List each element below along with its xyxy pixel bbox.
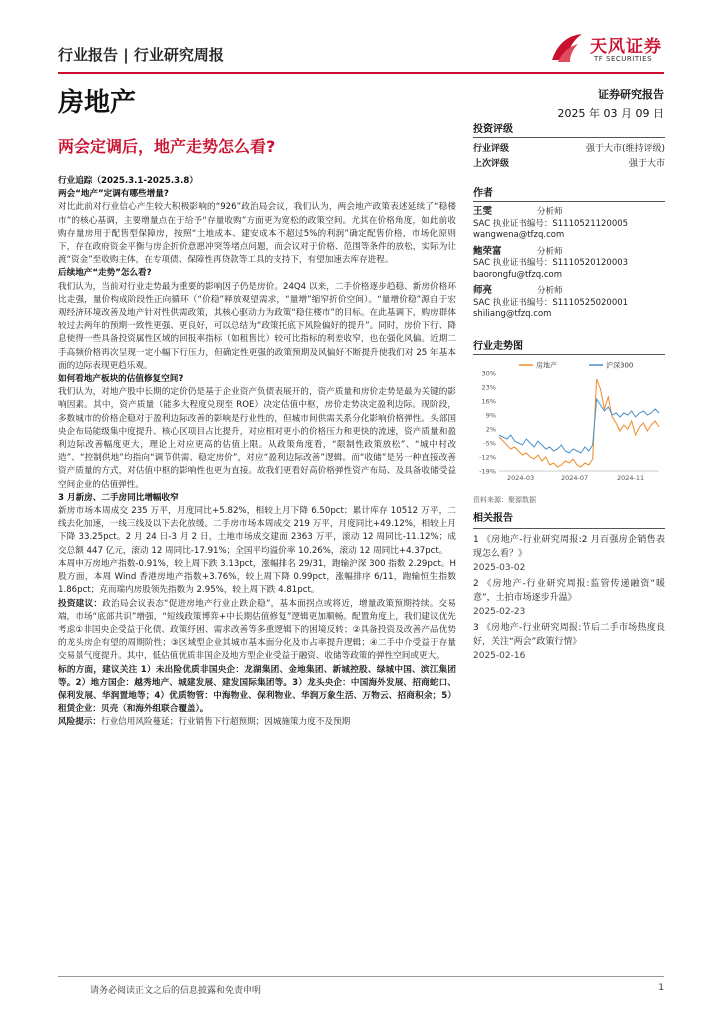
y-tick-label: 23% xyxy=(481,383,496,392)
author-email[interactable]: baorongfu@tfzq.com xyxy=(473,269,563,280)
main-content xyxy=(58,175,456,730)
report-title: 两会定调后，地产走势怎么看? xyxy=(58,137,276,156)
legend-label: 沪深300 xyxy=(606,361,634,370)
series-line xyxy=(499,379,659,467)
related-heading: 相关报告 xyxy=(473,512,665,529)
paragraph: 对比此前对行业信心产生较大积极影响的“926”政治局会议，我们认为，两会地产政策表述延续了“稳楼市”的核心基调，主要增量点在于给予“存量收购”方面更为宽松的政策空间。尤其在价格角度，如此前收购存量房用于配售型保障房，按照“土地成本、建安成本不超过5%的利润”确定配售价格，市场化原则下，存在政府资金平衡与房企折价意愿冲突等堵点问题，而会议对于价格、范围等条件的放松，实际为让渡“资金”至收购主体，在专项债、保障性再贷款等工具的支持下，有望加速去库存进程。 xyxy=(58,202,456,266)
tracking-period: 行业追踪（2025.3.1-2025.3.8） xyxy=(58,176,198,186)
related-report-link[interactable]: 1 《房地产-行业研究周报:2 月百强房企销售表现怎么看？》 2025-03-02 xyxy=(473,535,665,573)
legend-label: 房地产 xyxy=(536,361,557,370)
disclaimer-note: 请务必阅读正文之后的信息披露和免责申明 xyxy=(90,986,262,996)
report-category: 行业报告 | 行业研究周报 xyxy=(58,46,224,64)
series-line xyxy=(499,399,659,453)
y-tick-label: 16% xyxy=(481,397,496,406)
company-logo xyxy=(548,26,668,70)
rating-heading: 投资评级 xyxy=(473,120,665,138)
paragraph-text: 政治局会议表态“促进房地产行业止跌企稳”，基本面拐点或将近，增量政策预期持续。交易端，市场“底部共识”增强，“短线政策博弈+中长期估值修复”逻辑更加顺畅。配置角度上，我们建议优先考虑①非国央企受益于化债、政策纾困、需求改善等多重逻辑下的困境反转；②具备投资及改善产品优势的龙头房企有望的周期阶性；③区域型企业其城市基本面分化及市占率提升逻辑；④二手中介受益于存量交易景气度提升。其中，低估值优质非国企及地方型企业受益于融资、收储等政策的弹性空间或更大。 xyxy=(58,598,456,662)
sector-title: 房地产 xyxy=(58,88,137,118)
author-email[interactable]: shiliang@tfzq.com xyxy=(473,309,552,319)
paragraph: 标的方面，建议关注 1）未出险优质非国央企：龙湖集团、金地集团、新城控股、绿城中国、滨江集团等。2）地方国企：越秀地产、城建发展、建发国际集团等。3）龙头央企：中国海外发展、招商蛇口、保利发展、华润置地等；4）优质物管：中海物业、保利物业、华润万象生活、万物云、招商积余；5）租赁企业：贝壳（和海外组联合覆盖）。 xyxy=(58,664,456,715)
paragraph: 我们认为，对地产股中长期的定价仍是基于企业资产负债表展开的，资产质量和房价走势是最为关键的影响因素。其中，资产质量（能多大程度兑现至 ROE）决定估值中枢，房价走势决定盈利边际。现阶段，多数城市的价格企稳对于盈利边际改善的影响是行业性的，但城市间供需关系分化影响价格弹性。头部国央企布局能级集中度提升、核心区项目占比提升，对应相对更小的价格压力和更快的流速，资产质量和盈利边际改善幅度更大，理论上对应更高的估值上限。从政策角度看，“限制性政策放松”、“城中村改造”、“控制供地”均指向“调节供需、稳定房价”，对应“盈利边际改善”逻辑。而“收储”是另一种直接改善资产质量的方式，对估值中枢的影响性也更为直接。故我们更看好高价格弹性资产布局、及具备收储受益空间企业的估值弹性。 xyxy=(58,387,456,490)
y-tick-label: 2% xyxy=(485,425,496,434)
y-tick-label: -19% xyxy=(479,467,496,476)
logo-text-en: TF SECURITIES xyxy=(594,55,653,63)
rating-row: 行业评级 强于大市(维持评级) xyxy=(473,144,665,154)
rating-row: 上次评级 强于大市 xyxy=(473,159,665,169)
page-number: 1 xyxy=(658,983,664,993)
chart-source: 资料来源：聚源数据 xyxy=(473,496,536,504)
x-tick-label: 2024-11 xyxy=(617,474,645,482)
report-type: 证券研究报告 xyxy=(598,88,664,101)
y-tick-label: 9% xyxy=(485,411,496,420)
y-tick-label: -12% xyxy=(479,453,496,462)
label: 投资建议： xyxy=(58,598,103,609)
trend-chart xyxy=(473,359,665,489)
related-report-link[interactable]: 2 《房地产-行业研究周报:监管传递融资“暖意”，土拍市场逐步升温》 2025-02-23 xyxy=(473,579,665,617)
section-heading: 两会“地产”定调有哪些增量? xyxy=(58,189,169,200)
x-tick-label: 2024-03 xyxy=(507,474,535,482)
logo-text: 天风证券 xyxy=(590,37,662,57)
paragraph: 本周申万房地产指数-0.91%，较上周下跌 3.13pct，涨幅排名 29/31，跑输沪深 300 指数 2.29pct。H 股方面，本周 Wind 香港房地产指数+3.76%，较上周下降 0.99pct，涨幅排序 6/11，跑输恒生指数 1.86pct；克而瑞内房股领先指数为 2.95%，较上周下跌 4.81pct。 xyxy=(58,558,456,596)
x-tick-label: 2024-07 xyxy=(561,474,589,482)
paragraph: 我们认为，当前对行业走势最为重要的影响因子仍是房价。24Q4 以来，二手价格逐步趋稳、新房价格环比走强，量价构成阶段性正向循环（“价稳”释放观望需求，“量增”缩窄折价空间）。“量增价稳”源自于宏观经济环境改善及地产针对性供需政策，其核心驱动力为政策“稳住楼市”的目标。在此基调下，购房群体较过去两年的预期一致性更强、更良好，可以总结为“政策托底下风险偏好的提升”。同时，房价下行、降息使得一些具备投资属性区域的回报率指标（如租售比）较可比指标的利差收窄，也在强化风偏。近期二手高频价格再次呈现一定小幅下行压力，但确定性更强的政策预期及风偏好不断提升使我们对 25 年基本面的边际表现更趋乐观。 xyxy=(58,281,456,371)
paragraph xyxy=(58,716,456,729)
trend-chart-section xyxy=(473,337,665,502)
y-tick-label: 30% xyxy=(481,369,496,378)
section-heading: 3 月新房、二手房同比增幅收窄 xyxy=(58,492,179,503)
trend-heading: 行业走势图 xyxy=(473,337,665,355)
logo-icon xyxy=(548,30,586,66)
related-reports xyxy=(473,512,665,663)
section-heading: 如何看地产板块的估值修复空间? xyxy=(58,374,184,385)
author-email[interactable]: wangwena@tfzq.com xyxy=(473,230,565,240)
author-entry: 王雯 分析师 SAC 执业证书编号：S1110521120005 wangwena@tfzq.com xyxy=(473,206,665,242)
sidebar xyxy=(473,120,665,321)
report-date: 2025 年 03 月 09 日 xyxy=(557,107,664,120)
label: 风险提示： xyxy=(58,717,101,728)
author-entry: 师亮 分析师 SAC 执业证书编号：S1110525020001 shiliang@tfzq.com xyxy=(473,285,665,321)
paragraph xyxy=(58,598,456,664)
y-tick-label: -5% xyxy=(483,439,496,448)
paragraph-text: 行业信用风险蔓延；行业销售下行超预期；因城施策力度不及预期 xyxy=(100,717,351,728)
header-divider xyxy=(58,72,664,74)
author-entry: 鲍荣富 分析师 SAC 执业证书编号：S1110520120003 baorongfu@tfzq.com xyxy=(473,246,665,282)
section-heading: 后续地产“走势”怎么看? xyxy=(58,268,152,279)
authors-heading: 作者 xyxy=(473,184,665,202)
related-report-link[interactable]: 3 《房地产-行业研究周报:节后二手市场热度良好，关注“两会”政策行情》 2025-02-16 xyxy=(473,623,665,661)
footer-divider xyxy=(58,976,664,977)
paragraph: 新房市场本周成交 235 万平，月度同比+5.82%，相较上月下降 6.50pct；累计库存 10512 万平，二线去化加速，一线三线及以下去化放缓。二手房市场本周成交 219 万平，月度同比+49.12%，相较上月下降 33.25pct。2 月 24 日-3 月 2 日，土地市场成交建面 2363 万平，滚动 12 周同比-11.12%；成交总额 447 亿元，滚动 12 周同比-17.91%；全国平均溢价率 10.26%，滚动 12 周同比+4.37pct。 xyxy=(58,506,456,556)
